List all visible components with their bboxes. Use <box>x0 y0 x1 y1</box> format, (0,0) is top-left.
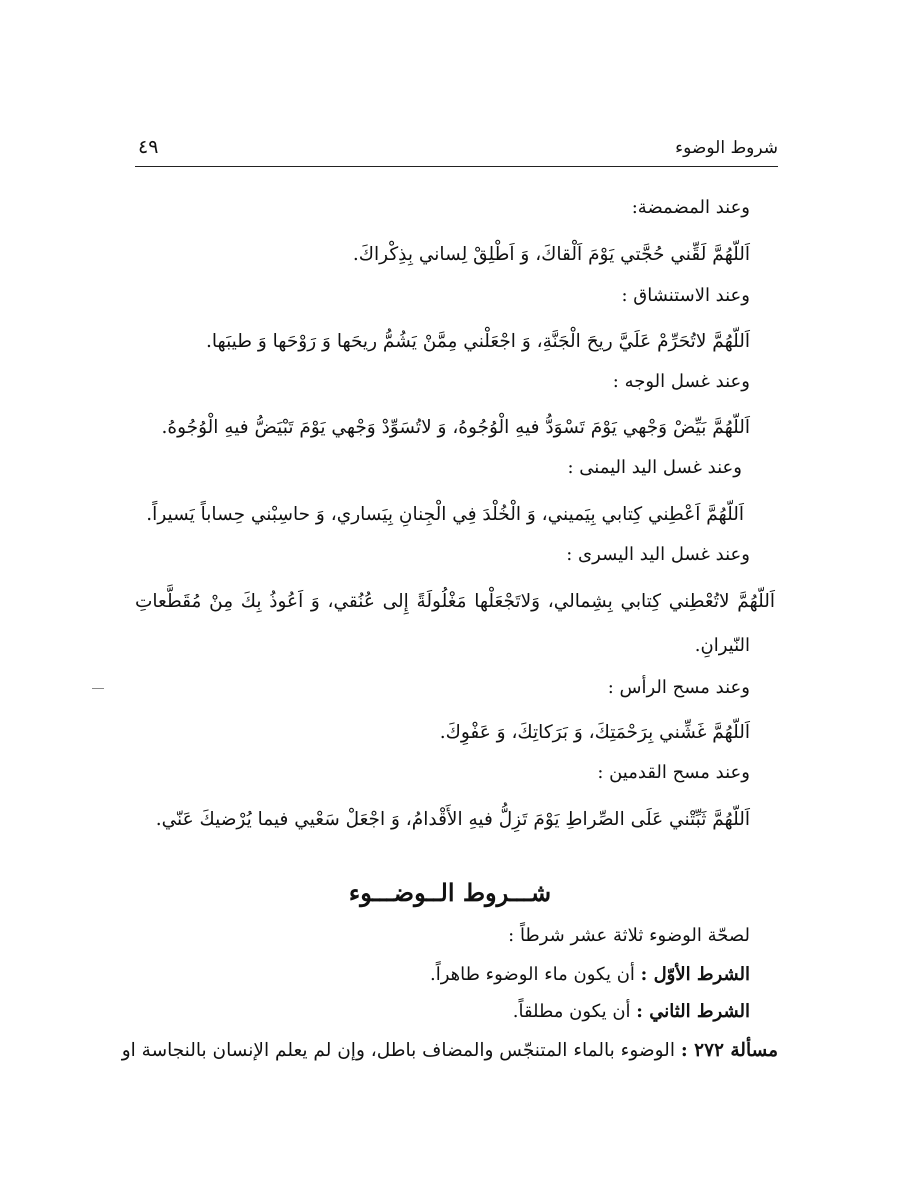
dua-washing-left-hand: اَللّهُمَّ لاتُعْطِني كِتابي بِشِمالي، وَلاتَجْعَلْها مَغْلُولَةً إِلى عُنُقي، وَ اَعُوذُ بِكَ مِنْ مُقَطَّعاتِ <box>135 591 775 612</box>
margin-mark <box>92 688 104 689</box>
page-number: ٤٩ <box>138 136 159 158</box>
dua-rinsing-mouth: اَللّهُمَّ لَقِّني حُجَّتي يَوْمَ اَلْقاكَ، وَ اَطْلِقْ لِساني بِذِكْراكَ. <box>352 244 750 265</box>
dua-washing-right-hand: اَللّهُمَّ اَعْطِني كِتابي بِيَميني، وَ الْخُلْدَ فِي الْجِنانِ بِيَساري، وَ حاسِبْني حِساباً يَسيراً. <box>146 504 744 525</box>
condition-2 <box>513 1000 750 1024</box>
condition-1-label: الشرط الأوّل : <box>640 964 750 985</box>
label-rinsing-mouth: وعند المضمضة: <box>631 197 750 218</box>
section-title: شـــروط الــوضـــوء <box>348 878 552 907</box>
header-rule <box>135 166 778 167</box>
dua-washing-face: اَللّهُمَّ بَيِّضْ وَجْهي يَوْمَ تَسْوَدُّ فيهِ الْوُجُوهُ، وَ لاتُسَوِّدْ وَجْهي يَوْمَ تَبْيَضُّ فيهِ الْوُجُوهُ. <box>161 417 750 438</box>
running-header-title: شروط الوضوء <box>675 138 778 158</box>
dua-wiping-feet: اَللّهُمَّ ثَبِّتْني عَلَى الصِّراطِ يَوْمَ تَزِلُّ فيهِ الأَقْدامُ، وَ اجْعَلْ سَعْيي فيما يُرْضيكَ عَنّي. <box>155 809 750 830</box>
dua-washing-left-hand-continued: النّيرانِ. <box>694 635 750 656</box>
condition-2-text: أن يكون مطلقاً. <box>512 1001 631 1022</box>
condition-1 <box>430 963 750 987</box>
label-wiping-feet: وعند مسح القدمين : <box>597 762 750 783</box>
label-washing-right-hand: وعند غسل اليد اليمنى : <box>567 457 742 478</box>
label-washing-face: وعند غسل الوجه : <box>612 371 750 392</box>
masala-272-text: الوضوء بالماء المتنجّس والمضاف باطل، وإن لم يعلم الإنسان بالنجاسة او <box>121 1040 675 1061</box>
section-intro: لصحّة الوضوء ثلاثة عشر شرطاً : <box>508 925 750 946</box>
label-wiping-head: وعند مسح الرأس : <box>607 677 750 698</box>
masala-272-label: مسألة ٢٧٢ : <box>680 1040 778 1061</box>
masala-272 <box>121 1039 778 1063</box>
condition-1-text: أن يكون ماء الوضوء طاهراً. <box>429 964 635 985</box>
dua-rinsing-nose: اَللّهُمَّ لاتُحَرِّمْ عَلَيَّ ريحَ الْجَنَّةِ، وَ اجْعَلْني مِمَّنْ يَشُمُّ ريحَها وَ رَوْحَها وَ طيبَها. <box>206 331 750 352</box>
condition-2-label: الشرط الثاني : <box>636 1001 750 1022</box>
label-washing-left-hand: وعند غسل اليد اليسرى : <box>566 544 750 565</box>
label-rinsing-nose: وعند الاستنشاق : <box>621 285 750 306</box>
dua-wiping-head: اَللّهُمَّ غَشِّني بِرَحْمَتِكَ، وَ بَرَكاتِكَ، وَ عَفْوِكَ. <box>439 722 750 743</box>
